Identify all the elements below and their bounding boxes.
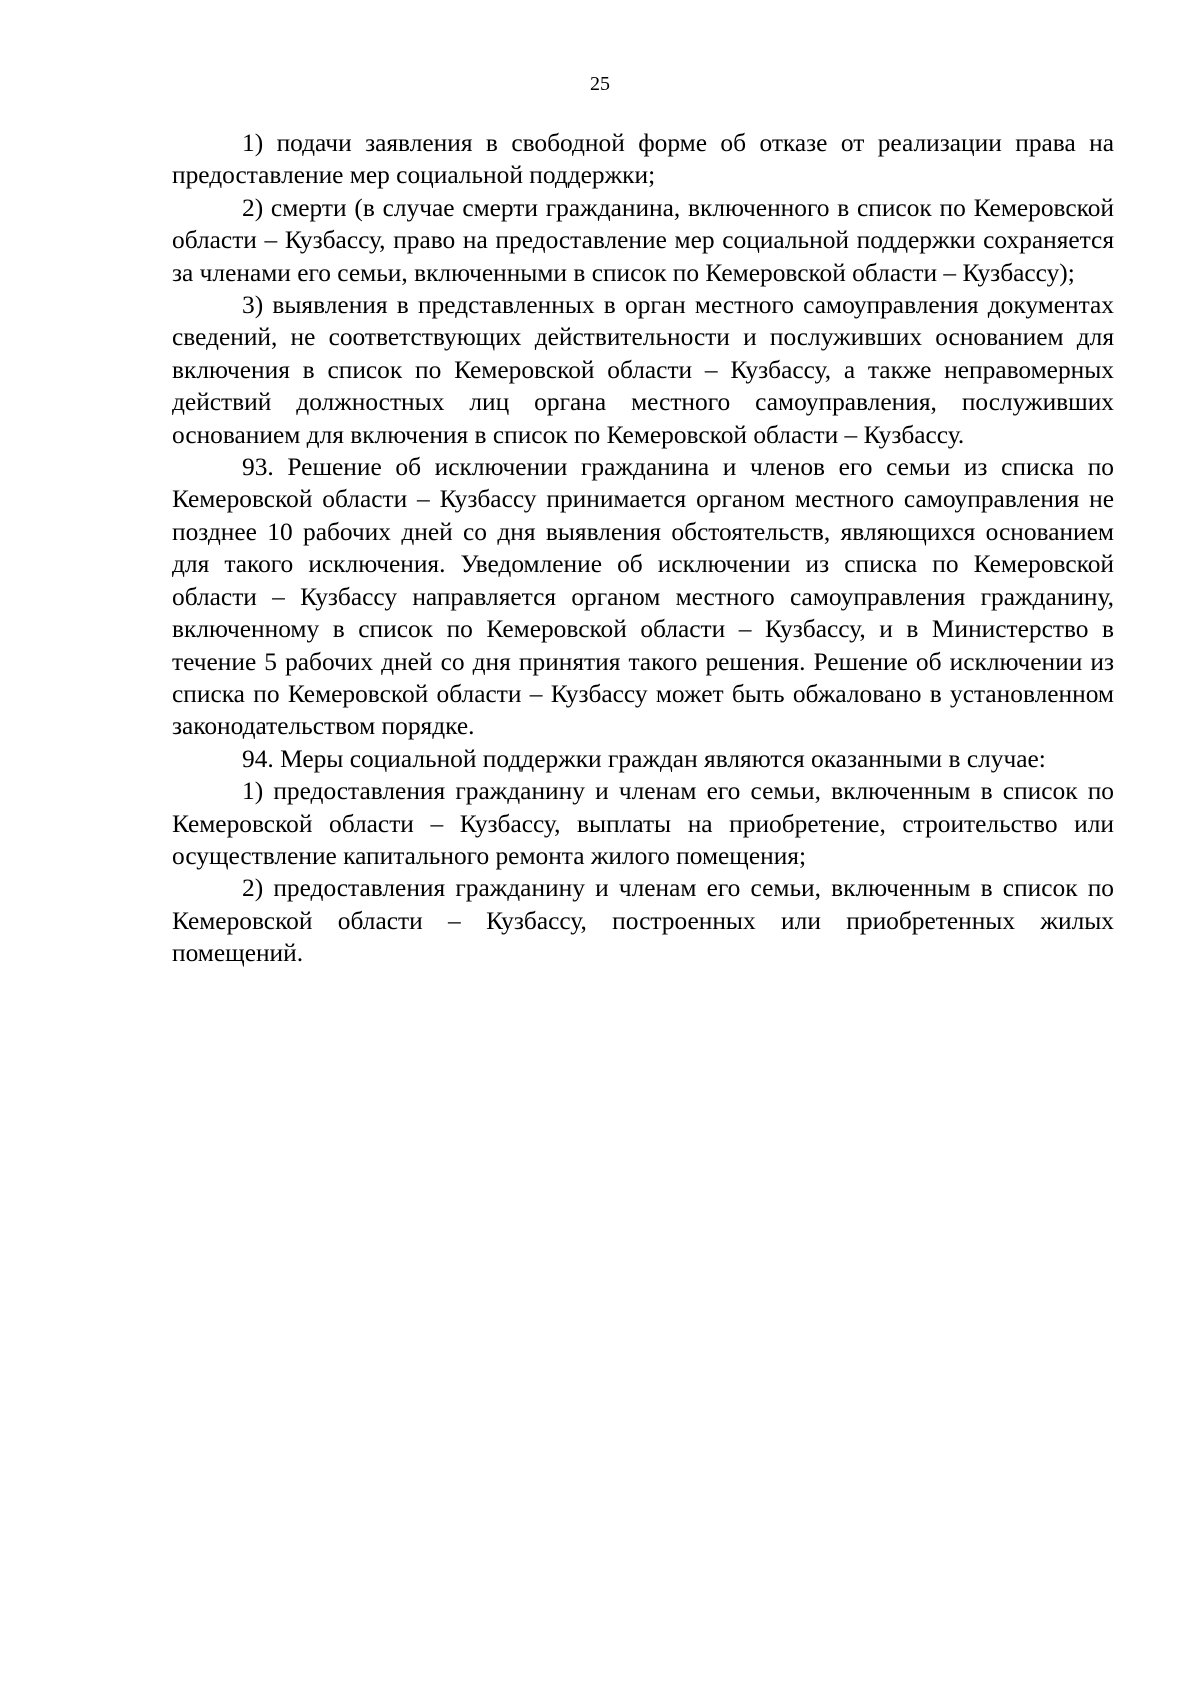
page-number: 25: [590, 73, 610, 95]
document-body: [172, 127, 1114, 970]
paragraph-clause-1: 1) подачи заявления в свободной форме об отказе от реализации права на предоставление мер социальной поддержки;: [172, 129, 1114, 190]
paragraph-item-94: 94. Меры социальной поддержки граждан являются оказанными в случае:: [242, 744, 1046, 773]
paragraph-item-94-clause-1: 1) предоставления гражданину и членам его семьи, включенным в список по Кемеровской области – Кузбассу, выплаты на приобретение, строительство или осуществление капитального ремонта жилого помещения;: [172, 777, 1114, 870]
paragraph-item-93: 93. Решение об исключении гражданина и членов его семьи из списка по Кемеровской области – Кузбассу принимается органом местного самоуправления не позднее 10 рабочих дней со дня выявления обстоятельств, являющихся основанием для такого исключения. Уведомление об исключении из списка по Кемеровской области – Кузбассу направляется органом местного самоуправления гражданину, включенному в список по Кемеровской области – Кузбассу, и в Министерство в течение 5 рабочих дней со дня принятия такого решения. Решение об исключении из списка по Кемеровской области – Кузбассу может быть обжаловано в установленном законодательством порядке.: [172, 453, 1114, 741]
paragraph-clause-3: 3) выявления в представленных в орган местного самоуправления документах сведений, не соответствующих действительности и послуживших основанием для включения в список по Кемеровской области – Кузбассу, а также неправомерных действий должностных лиц органа местного самоуправления, послуживших основанием для включения в список по Кемеровской области – Кузбассу.: [172, 291, 1114, 449]
paragraph-clause-2: 2) смерти (в случае смерти гражданина, включенного в список по Кемеровской области – Кузбассу, право на предоставление мер социальной поддержки сохраняется за членами его семьи, включенными в список по Кемеровской области – Кузбассу);: [172, 193, 1114, 287]
paragraph-item-94-clause-2: 2) предоставления гражданину и членам его семьи, включенным в список по Кемеровской области – Кузбассу, построенных или приобретенных жилых помещений.: [172, 874, 1114, 968]
